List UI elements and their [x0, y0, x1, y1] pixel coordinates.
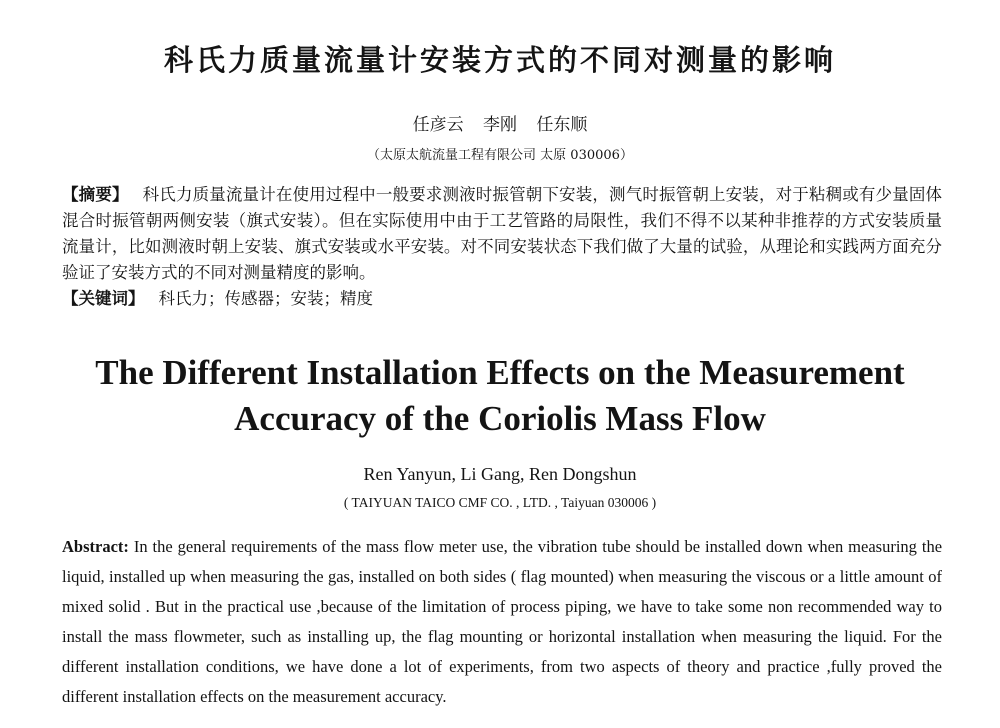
- english-abstract-label: Abstract:: [62, 537, 129, 556]
- chinese-abstract-block: [62, 182, 942, 312]
- chinese-affiliation: （太原太航流量工程有限公司 太原 030006）: [367, 148, 633, 163]
- english-abstract-text: In the general requirements of the mass flow meter use, the vibration tube should be installed down when measuring the liquid, installed up when measuring the gas, installed on both sides ( flag mounted) when measuring the viscous or a little amount of mixed solid . But in the practical use ,because of the limitation of process piping, we have to take some non recommended way to install the mass flowmeter, such as installing up, the flag mounting or horizontal installation when measuring the liquid. For the different installation conditions, we have done a lot of experiments, from two aspects of theory and practice ,fully proved the different installation effects on the measurement accuracy.: [62, 537, 943, 706]
- chinese-keywords-text: 科氏力；传感器；安装；精度: [158, 289, 373, 308]
- chinese-abstract: [62, 182, 942, 286]
- chinese-abstract-label: 【摘要】: [62, 185, 129, 204]
- english-title-line-1: The Different Installation Effects on the Measurement: [95, 353, 905, 392]
- chinese-keywords: [62, 286, 942, 312]
- chinese-title: 科氏力质量流量计安装方式的不同对测量的影响: [163, 43, 836, 77]
- english-affiliation: ( TAIYUAN TAICO CMF CO. , LTD. , Taiyuan 030006 ): [343, 495, 657, 510]
- chinese-keywords-label: 【关键词】: [62, 289, 145, 308]
- english-authors: Ren Yanyun, Li Gang, Ren Dongshun: [363, 464, 637, 484]
- english-title-line-2: Accuracy of the Coriolis Mass Flow: [234, 399, 766, 438]
- english-abstract: [62, 532, 942, 712]
- chinese-abstract-text: 科氏力质量流量计在使用过程中一般要求测液时振管朝下安装，测气时振管朝上安装，对于粘稠或有少量固体混合时振管朝两侧安装（旗式安装）。但在实际使用中由于工艺管路的局限性，我们不得不以某种非推荐的方式安装质量流量计，比如测液时朝上安装、旗式安装或水平安装。对不同安装状态下我们做了大量的试验，从理论和实践两方面充分验证了安装方式的不同对测量精度的影响。: [62, 185, 943, 282]
- chinese-authors: 任彦云 李刚 任东顺: [412, 115, 588, 135]
- english-title: [0, 350, 1000, 442]
